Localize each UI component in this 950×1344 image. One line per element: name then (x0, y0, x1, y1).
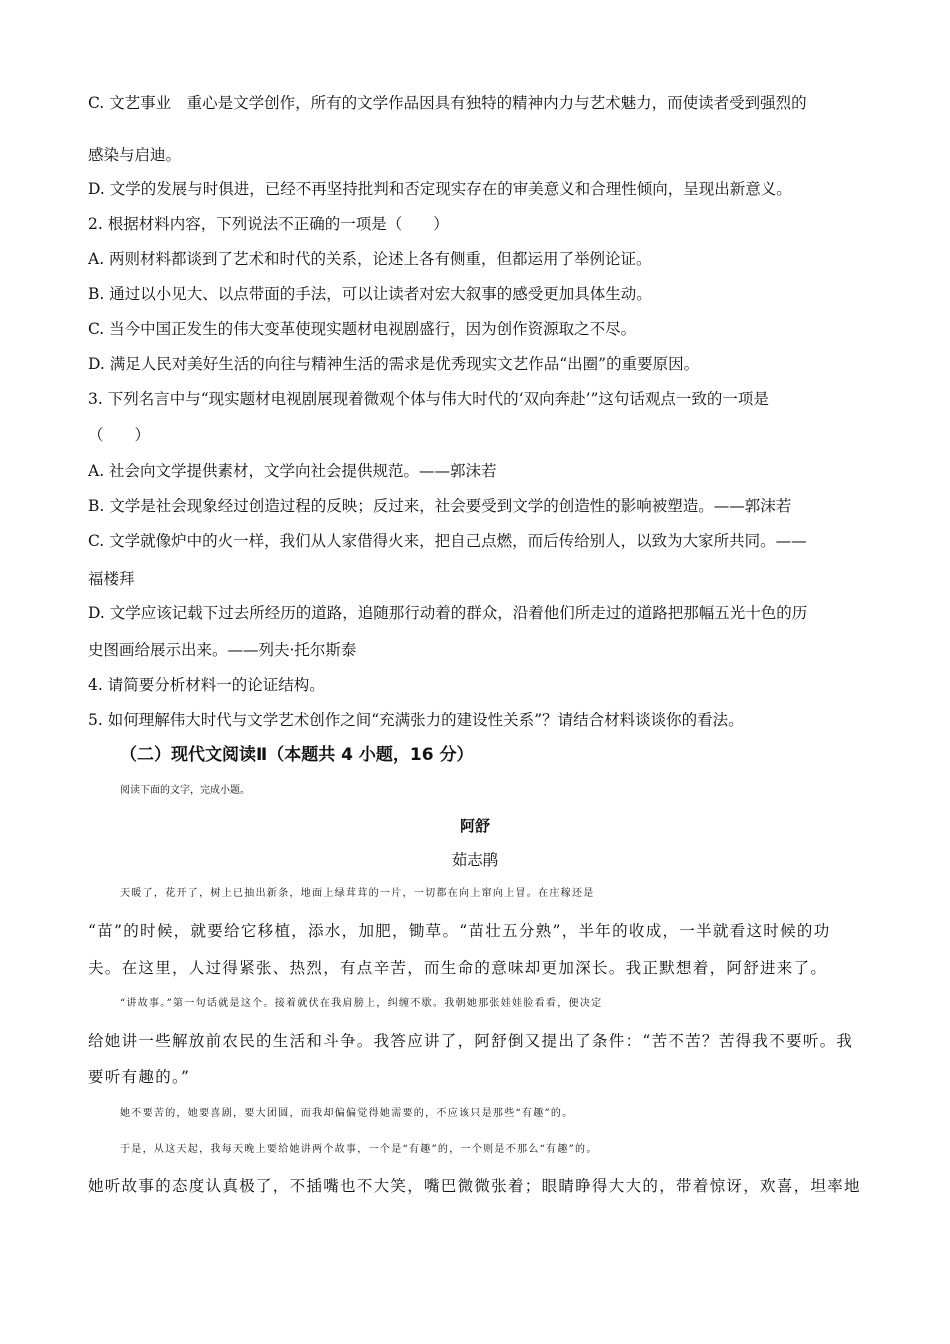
story-p2-line1: “讲故事。”第一句话就是这个。接着就伏在我肩膀上，纠缠不歇。我朝她那张娃娃脸看看，便决定 (120, 998, 603, 1009)
q3-option-c-line2: 福楼拜 (88, 570, 135, 588)
story-title: 阿舒 (459, 817, 490, 835)
story-p1-line2: “苗”的时候，就要给它移植，添水，加肥，锄草。“苗壮五分熟”，半年的收成，一半就看这时候的功 (88, 922, 831, 940)
q1-option-d: D. 文学的发展与时俱进，已经不再坚持批判和否定现实存在的审美意义和合理性倾向，呈现出新意义。 (88, 180, 792, 198)
q3-option-c-line1: C. 文学就像炉中的火一样，我们从人家借得火来，把自己点燃，而后传给别人，以致为大家所共同。—— (88, 532, 807, 550)
q2-option-d: D. 满足人民对美好生活的向往与精神生活的需求是优秀现实文艺作品“出圈”的重要原因。 (88, 355, 700, 373)
story-author: 茹志鹃 (451, 851, 499, 869)
story-p4-line2: 她听故事的态度认真极了，不插嘴也不大笑，嘴巴微微张着；眼睛睁得大大的，带着惊讶，欢喜，坦率地 (88, 1177, 861, 1195)
q3-option-b: B. 文学是社会现象经过创造过程的反映；反过来，社会要受到文学的创造性的影响被塑造。——郭沫若 (88, 497, 792, 515)
q2-stem: 2. 根据材料内容，下列说法不正确的一项是（ ） (88, 215, 449, 233)
q4-stem: 4. 请简要分析材料一的论证结构。 (88, 676, 325, 694)
q3-option-a: A. 社会向文学提供素材，文学向社会提供规范。——郭沫若 (88, 462, 497, 480)
q2-option-c: C. 当今中国正发生的伟大变革使现实题材电视剧盛行，因为创作资源取之不尽。 (88, 320, 637, 338)
story-p1-line1: 天暖了，花开了，树上已抽出新条，地面上绿茸茸的一片，一切都在向上窜向上冒。在庄稼还是 (120, 888, 595, 899)
story-p3: 她不要苦的，她要喜剧，要大团圆，而我却偏偏觉得她需要的，不应该只是那些“有趣”的。 (120, 1108, 574, 1119)
q2-option-b: B. 通过以小见大、以点带面的手法，可以让读者对宏大叙事的感受更加具体生动。 (88, 285, 652, 303)
story-p2-line3: 要听有趣的。” (88, 1068, 191, 1086)
q3-stem-line1: 3. 下列名言中与“现实题材电视剧展现着微观个体与伟大时代的‘双向奔赴’”这句话观点一致的一项是 (88, 390, 769, 408)
q1-option-c-line2: 感染与启迪。 (88, 146, 182, 164)
story-p4-line1: 于是，从这天起，我每天晚上要给她讲两个故事，一个是“有趣”的，一个则是不那么“有趣”的。 (120, 1144, 598, 1155)
q3-option-d-line2: 史图画给展示出来。——列夫·托尔斯泰 (88, 641, 357, 659)
q1-option-c-line1: C. 文艺事业 重心是文学创作，所有的文学作品因具有独特的精神内力与艺术魅力，而使读者受到强烈的 (88, 94, 807, 112)
q3-option-d-line1: D. 文学应该记载下过去所经历的道路，追随那行动着的群众，沿着他们所走过的道路把那幅五光十色的历 (88, 604, 808, 622)
q3-stem-line2: （ ） (88, 426, 151, 444)
q2-option-a: A. 两则材料都谈到了艺术和时代的关系，论述上各有侧重，但都运用了举例论证。 (88, 250, 652, 268)
story-p2-line2: 给她讲一些解放前农民的生活和斗争。我答应讲了，阿舒倒又提出了条件：“苦不苦？苦得我不要听。我 (88, 1032, 854, 1050)
story-p1-line3: 夫。在这里，人过得紧张、热烈，有点辛苦，而生命的意味却更加深长。我正默想着，阿舒进来了。 (88, 959, 828, 977)
q5-stem: 5. 如何理解伟大时代与文学艺术创作之间“充满张力的建设性关系”？请结合材料谈谈你的看法。 (88, 711, 744, 729)
reading-instruction: 阅读下面的文字，完成小题。 (120, 785, 250, 796)
section-heading: （二）现代文阅读Ⅱ（本题共 4 小题，16 分） (120, 745, 474, 765)
